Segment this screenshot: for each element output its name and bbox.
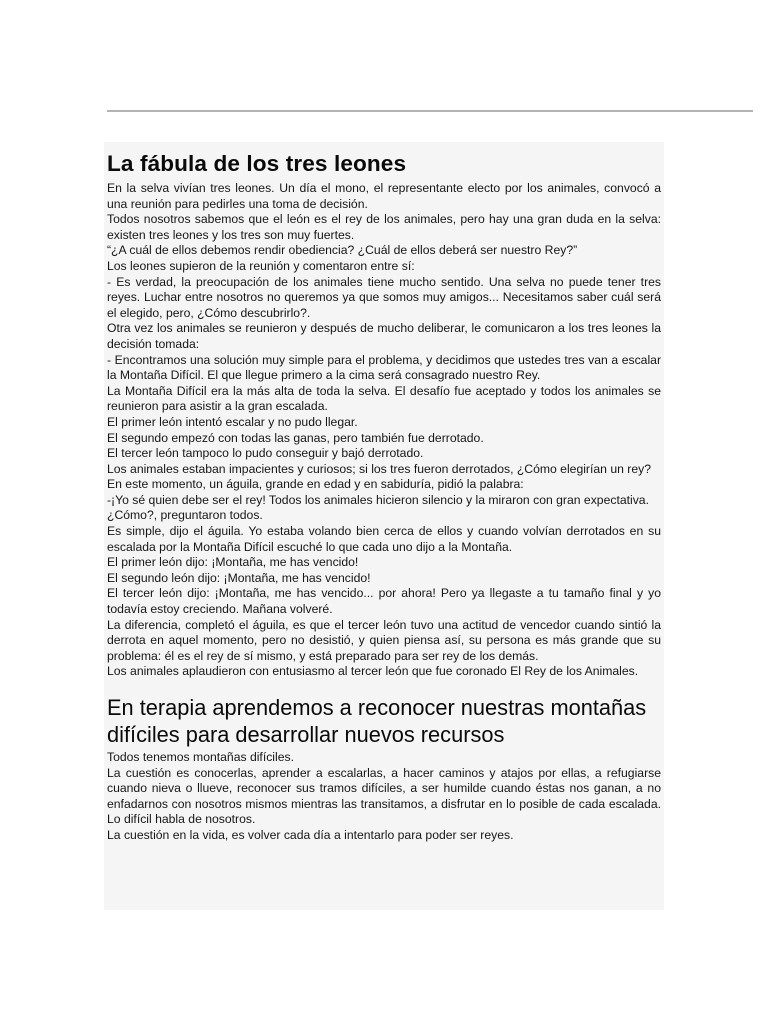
paragraph: - Encontramos una solución muy simple para el problema, y decidimos que ustedes tres van a escalar la Montaña Difícil. El que llegue primero a la cima será consagrado nuestro Rey. [107,352,661,383]
therapy-body [107,750,661,844]
paragraph: Los animales aplaudieron con entusiasmo al tercer león que fue coronado El Rey de los Animales. [107,664,639,679]
paragraph: - Es verdad, la preocupación de los animales tiene mucho sentido. Una selva no puede tener tres reyes. Luchar entre nosotros no queremos ya que somos muy amigos... Necesitamos saber cuál será el elegido, pero, ¿Cómo descubrirlo?. [107,274,661,320]
paragraph: El tercer león tampoco lo pudo conseguir y bajó derrotado. [107,446,424,461]
paragraph: El primer león dijo: ¡Montaña, me has vencido! [107,555,359,570]
top-divider [107,110,753,112]
paragraph: Todos tenemos montañas difíciles. [107,750,294,764]
paragraph: “¿A cuál de ellos debemos rendir obediencia? ¿Cuál de ellos deberá ser nuestro Rey?” [107,243,578,258]
paragraph: El tercer león dijo: ¡Montaña, me has vencido... por ahora! Pero ya llegaste a tu tamaño final y yo todavía estoy creciendo. Mañana volveré. [107,586,661,617]
fable-title: La fábula de los tres leones [107,151,407,176]
paragraph: -¡Yo sé quien debe ser el rey! Todos los animales hicieron silencio y la miraron con gran expectativa. [107,492,649,507]
paragraph: La Montaña Difícil era la más alta de toda la selva. El desafío fue aceptado y todos los animales se reunieron para asistir a la gran escalada. [107,383,661,414]
paragraph: La cuestión es conocerlas, aprender a escalarlas, a hacer caminos y atajos por ellas, a refugiarse cuando nieva o llueve, reconocer sus tramos difíciles, a ser humilde cuando éstas nos ganan, a no enfadarnos con nosotros mismos mientras las transitamos, a disfrutar en lo posible de cada escalada. Lo difícil habla de nosotros. [107,765,661,827]
paragraph: La diferencia, completó el águila, es que el tercer león tuvo una actitud de vencedor cuando sintió la derrota en aquel momento, pero no desistió, y quien piensa así, su persona es más grande que su problema: él es el rey de sí mismo, y está preparado para ser rey de los demás. [107,617,661,663]
paragraph: En este momento, un águila, grande en edad y en sabiduría, pidió la palabra: [107,477,524,492]
paragraph: El segundo león dijo: ¡Montaña, me has vencido! [107,570,371,585]
paragraph: Los animales estaban impacientes y curiosos; si los tres fueron derrotados, ¿Cómo elegirían un rey? [107,461,651,476]
paragraph: Es simple, dijo el águila. Yo estaba volando bien cerca de ellos y cuando volvían derrotados en su escalada por la Montaña Difícil escuché lo que cada uno dijo a la Montaña. [107,524,661,554]
fable-body [107,181,661,680]
paragraph: Los leones supieron de la reunión y comentaron entre sí: [107,258,415,273]
therapy-heading: En terapia aprendemos a reconocer nuestras montañas difíciles para desarrollar nuevos recursos [107,695,647,747]
paragraph: El primer león intentó escalar y no pudo llegar. [107,414,358,429]
paragraph: En la selva vivían tres leones. Un día el mono, el representante electo por los animales, convocó a una reunión para pedirles una toma de decisión. [107,181,661,211]
document-page [104,142,664,910]
paragraph: ¿Cómo?, preguntaron todos. [107,508,263,523]
paragraph: Todos nosotros sabemos que el león es el rey de los animales, pero hay una gran duda en la selva: existen tres leones y los tres son muy fuertes. [107,212,661,242]
paragraph: Otra vez los animales se reunieron y después de mucho deliberar, le comunicaron a los tres leones la decisión tomada: [107,321,661,351]
paragraph: El segundo empezó con todas las ganas, pero también fue derrotado. [107,430,484,445]
paragraph: La cuestión en la vida, es volver cada día a intentarlo para poder ser reyes. [107,827,514,842]
